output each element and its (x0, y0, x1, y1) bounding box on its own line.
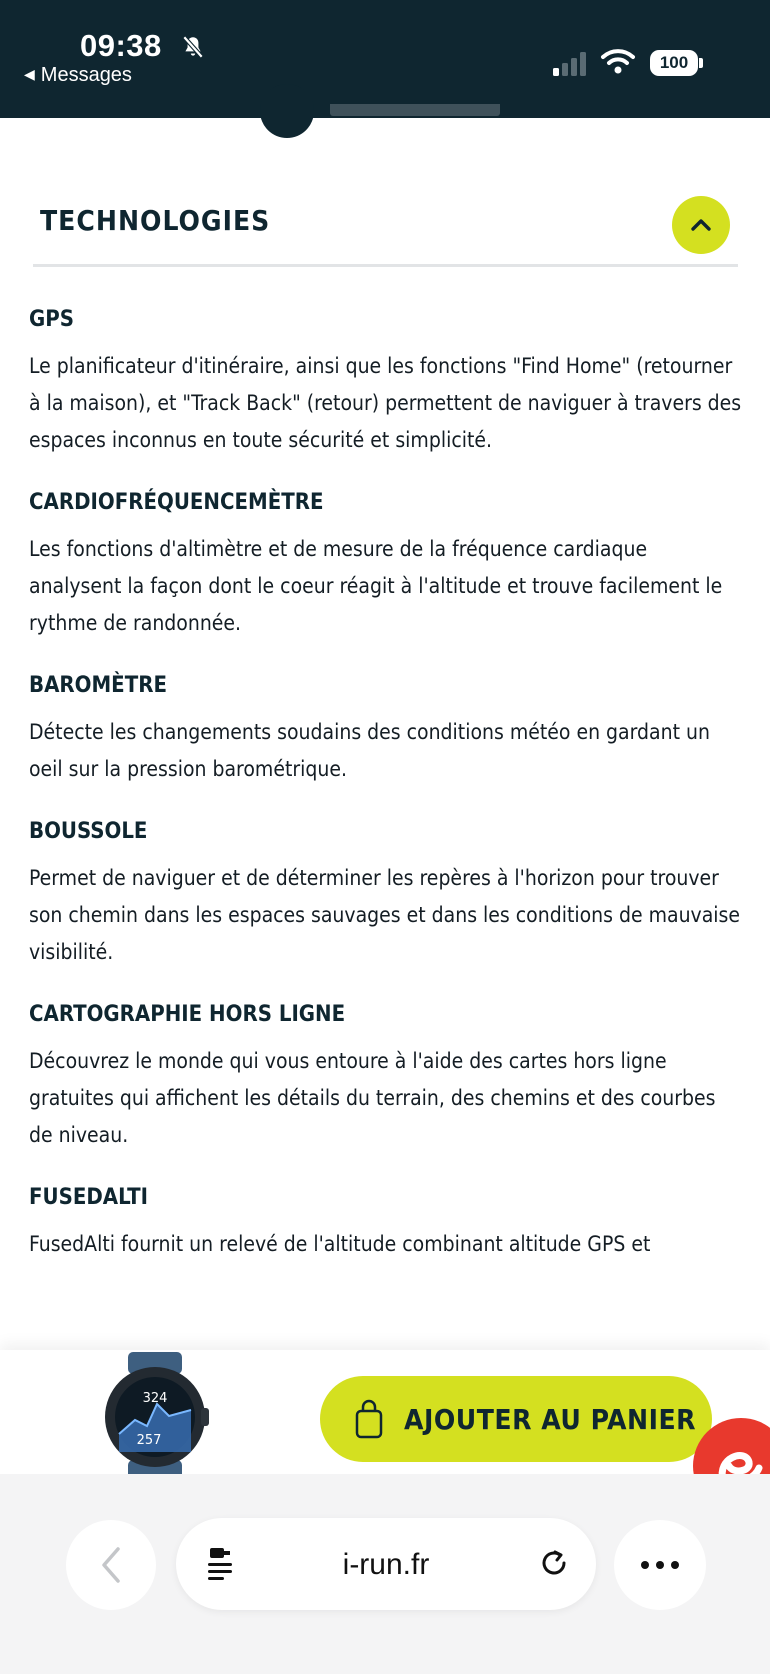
scrolled-away-icon (260, 84, 314, 138)
technology-description: Détecte les changements soudains des conditions météo en gardant un oeil sur la pression barométrique. (29, 720, 710, 781)
battery-tip (699, 58, 703, 68)
back-triangle-icon: ◀ (24, 66, 35, 82)
technology-title: FUSEDALTI (29, 1185, 148, 1210)
back-app-label: Messages (40, 64, 132, 86)
technologies-list (29, 300, 744, 1287)
url-text: i-run.fr (342, 1548, 430, 1581)
technology-description: Les fonctions d'altimètre et de mesure de la fréquence cardiaque analysent la façon dont le coeur réagit à l'altitude et trouve facilement le rythme de randonnée. (29, 537, 723, 635)
technology-item (29, 483, 744, 642)
back-to-app-link[interactable] (24, 64, 132, 87)
status-time: 09:38 (80, 28, 162, 63)
browser-back-button[interactable] (66, 1520, 156, 1610)
wifi-icon (600, 46, 636, 76)
technology-description: Le planificateur d'itinéraire, ainsi que les fonctions "Find Home" (retourner à la maison), et "Track Back" (retour) permettent de naviguer à travers des espaces inconnus en toute sécurité et simplicité. (29, 354, 742, 452)
technology-item (29, 300, 744, 459)
section-title: TECHNOLOGIES (40, 204, 271, 237)
technology-title: BAROMÈTRE (29, 673, 167, 698)
technology-item (29, 995, 744, 1154)
technology-description: Découvrez le monde qui vous entoure à l'aide des cartes hors ligne gratuites qui affichent les détails du terrain, des chemins et des courbes de niveau. (29, 1049, 716, 1147)
technology-description: Permet de naviguer et de déterminer les repères à l'horizon pour trouver son chemin dans les espaces sauvages et dans les conditions de mauvaise visibilité. (29, 866, 741, 964)
watch-bottom-value: 257 (136, 1433, 162, 1448)
technology-title: GPS (29, 307, 74, 332)
shopping-bag-icon (354, 1399, 384, 1439)
technology-title: BOUSSOLE (29, 819, 148, 844)
more-options-button[interactable] (614, 1520, 706, 1610)
scrolled-away-label (330, 104, 500, 120)
technology-title: CARDIOFRÉQUENCEMÈTRE (29, 490, 324, 515)
battery-indicator: 100 (650, 50, 698, 76)
reload-icon[interactable] (536, 1546, 572, 1582)
address-bar[interactable] (176, 1518, 596, 1610)
section-divider (33, 264, 738, 267)
cellular-signal-icon (553, 52, 589, 76)
technology-item (29, 812, 744, 971)
silent-bell-icon (180, 34, 206, 60)
technology-item (29, 1178, 744, 1263)
ellipsis-icon (640, 1560, 680, 1570)
chevron-left-icon (100, 1546, 122, 1584)
product-watch-thumbnail[interactable] (95, 1352, 215, 1482)
technology-item (29, 666, 744, 788)
status-bar (0, 0, 770, 118)
watch-top-value: 324 (142, 1391, 168, 1406)
technology-title: CARTOGRAPHIE HORS LIGNE (29, 1002, 346, 1027)
add-to-cart-label: AJOUTER AU PANIER (404, 1402, 697, 1436)
chevron-up-icon (690, 218, 712, 232)
technology-description: FusedAlti fournit un relevé de l'altitude combinant altitude GPS et (29, 1232, 651, 1256)
collapse-section-button[interactable] (672, 196, 730, 254)
add-to-cart-button[interactable] (320, 1376, 712, 1462)
